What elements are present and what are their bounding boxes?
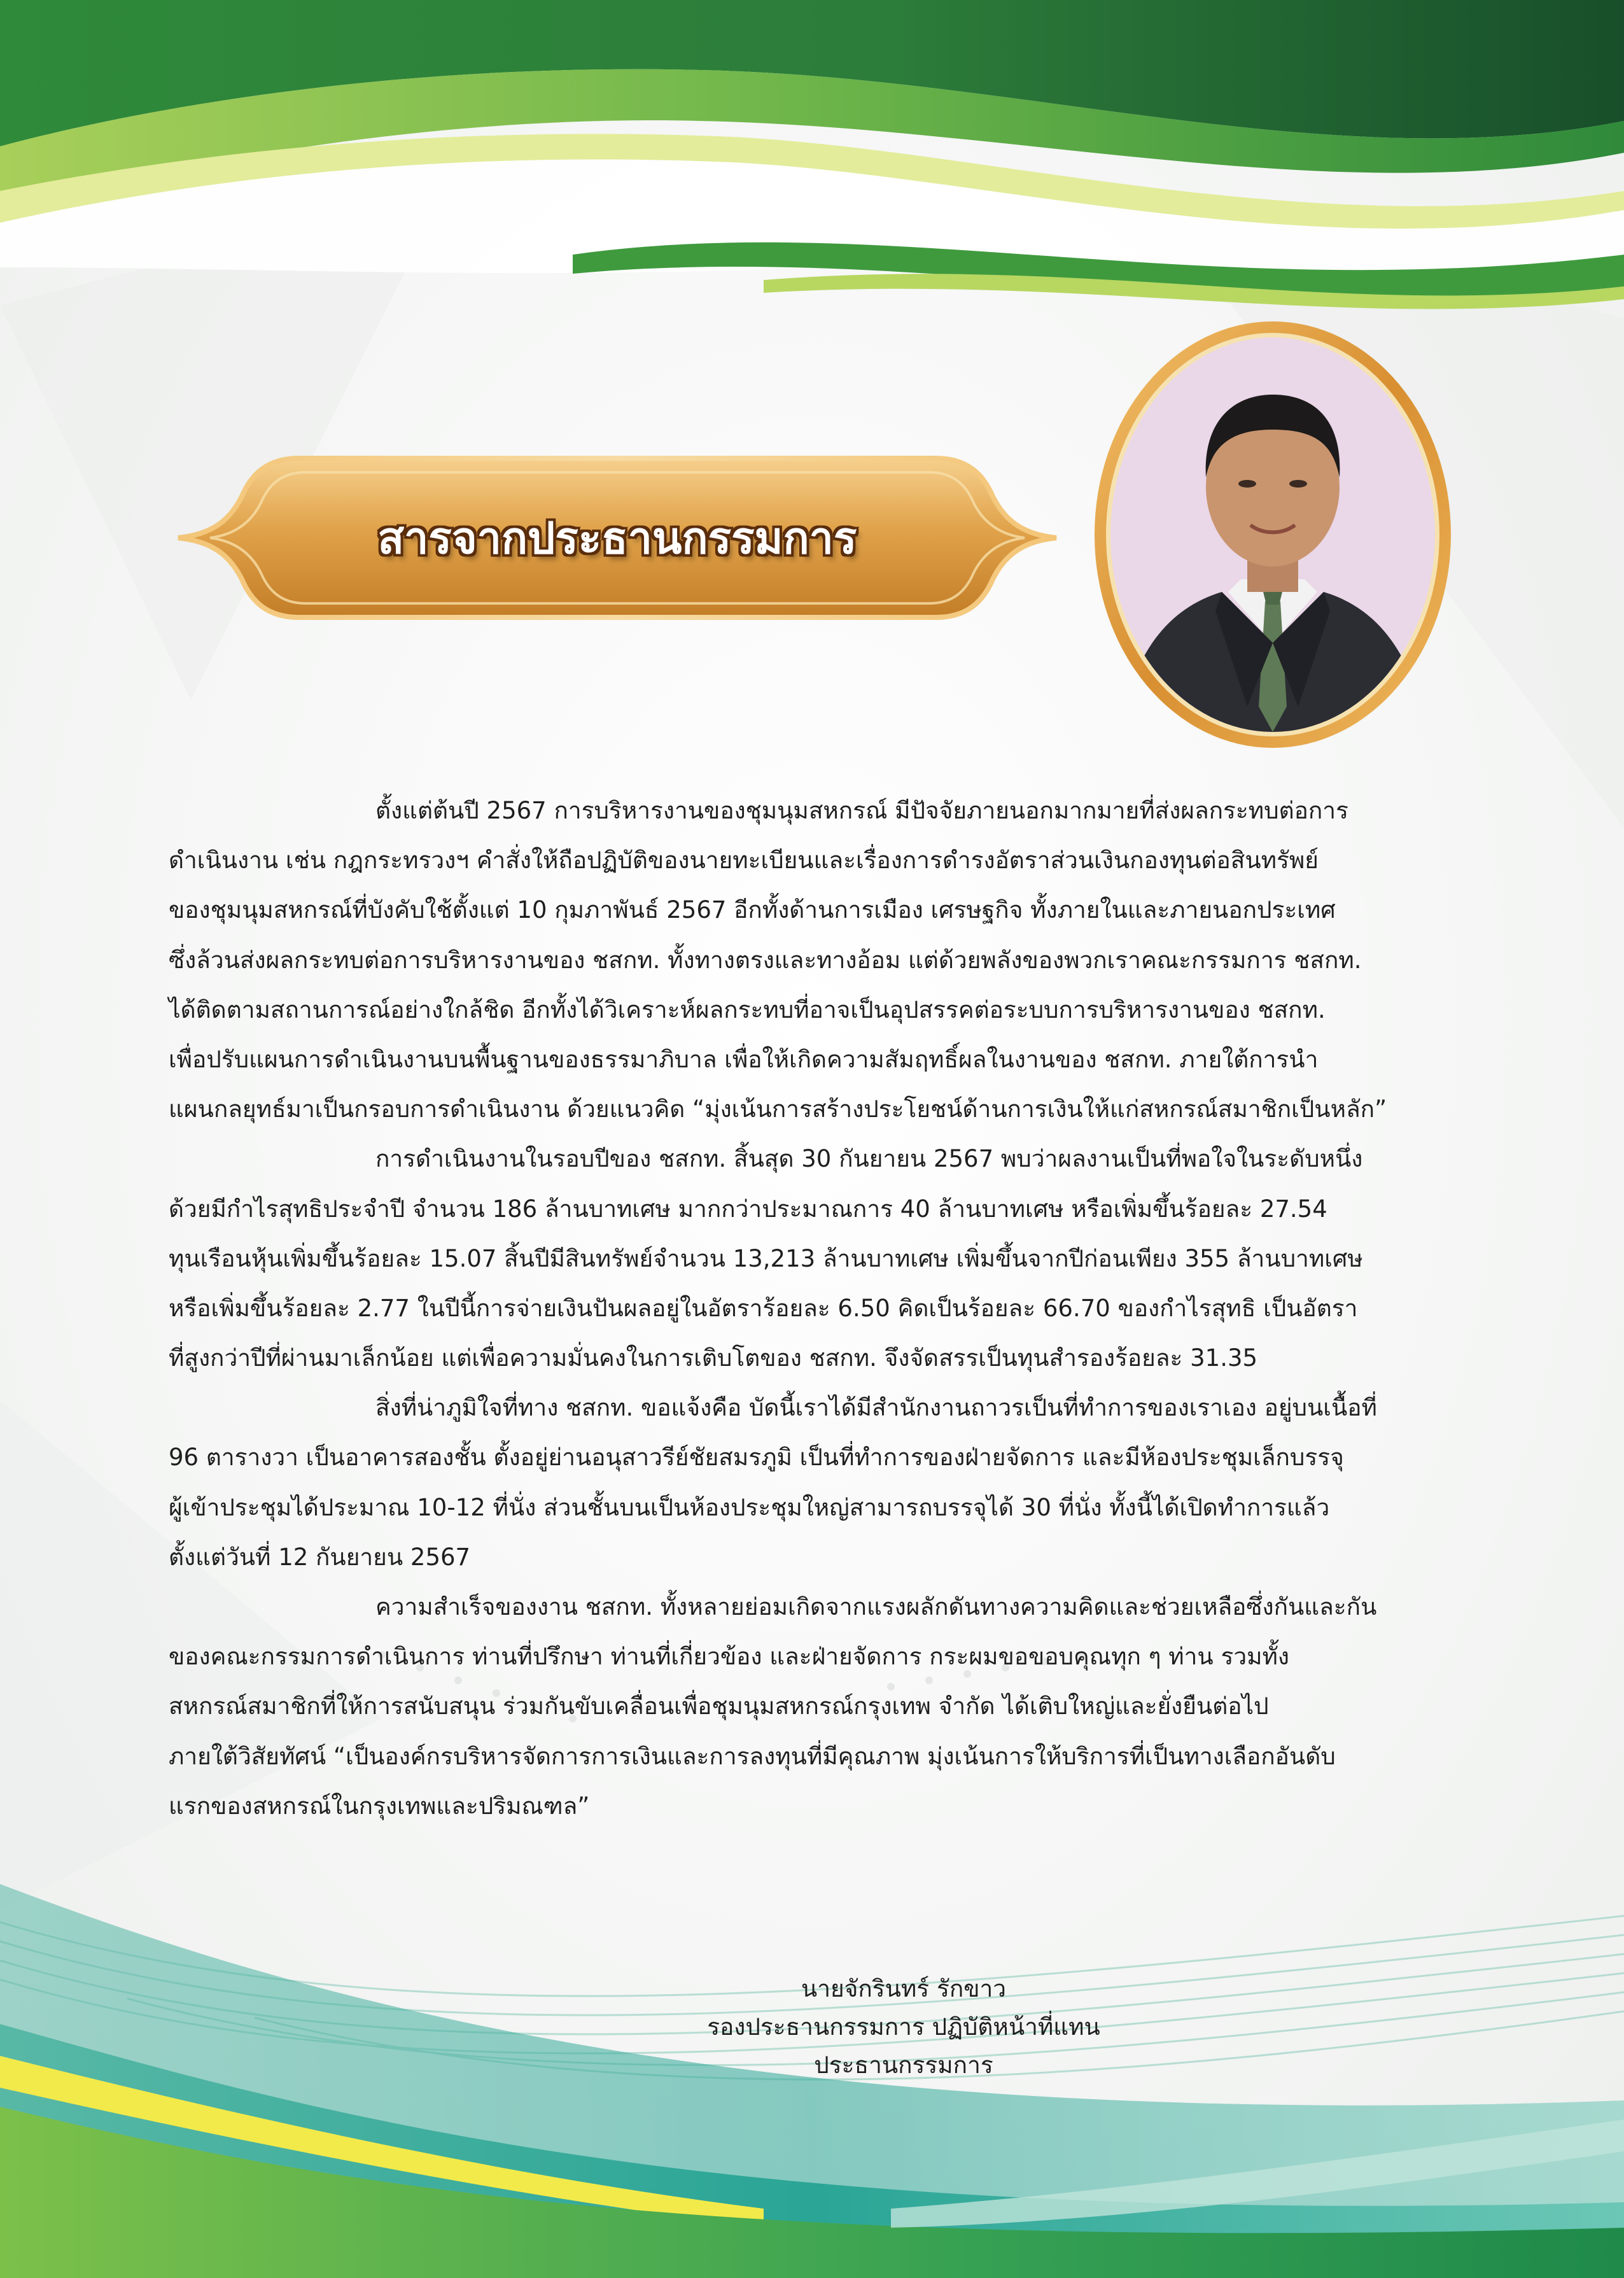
signature-block <box>636 1970 1171 2085</box>
title-banner <box>172 446 1063 630</box>
text-line: ตั้งแต่ต้นปี 2567 การบริหารงานของชุมนุมสหกรณ์ มีปัจจัยภายนอกมากมายที่ส่งผลกระทบต่อการ <box>375 797 1348 824</box>
text-line: ที่สูงกว่าปีที่ผ่านมาเล็กน้อย แต่เพื่อความมั่นคงในการเติบโตของ ชสกท. จึงจัดสรรเป็นทุนสำรองร้อยละ 31.35 <box>169 1344 1258 1372</box>
paragraph-1 <box>169 786 1454 1134</box>
signer-position: รองประธานกรรมการ ปฏิบัติหน้าที่แทน <box>707 2013 1100 2041</box>
text-line: เพื่อปรับแผนการดำเนินงานบนพื้นฐานของธรรมาภิบาล เพื่อให้เกิดความสัมฤทธิ์ผลในงานของ ชสกท. ภายใต้การนำ <box>169 1045 1319 1073</box>
text-line: ของชุมนุมสหกรณ์ที่บังคับใช้ตั้งแต่ 10 กุมภาพันธ์ 2567 อีกทั้งด้านการเมือง เศรษฐกิจ ทั้งภายในและภายนอกประเทศ <box>169 896 1336 924</box>
text-line: ภายใต้วิสัยทัศน์ “เป็นองค์กรบริหารจัดการการเงินและการลงทุนที่มีคุณภาพ มุ่งเน้นการให้บริการที่เป็นทางเลือกอันดับ <box>169 1742 1336 1770</box>
text-line: ดำเนินงาน เช่น กฎกระทรวงฯ คำสั่งให้ถือปฏิบัติของนายทะเบียนและเรื่องการดำรงอัตราส่วนเงินกองทุนต่อสินทรัพย์ <box>169 847 1319 875</box>
text-line: ซึ่งล้วนส่งผลกระทบต่อการบริหารงานของ ชสกท. ทั้งทางตรงและทางอ้อม แต่ด้วยพลังของพวกเราคณะกรรมการ ชสกท. <box>169 946 1362 974</box>
text-line: แผนกลยุทธ์มาเป็นกรอบการดำเนินงาน ด้วยแนวคิด “มุ่งเน้นการสร้างประโยชน์ด้านการเงินให้แก่สหกรณ์สมาชิกเป็นหลัก” <box>169 1095 1387 1123</box>
message-body <box>169 786 1454 1831</box>
text-line: ตั้งแต่วันที่ 12 กันยายน 2567 <box>169 1543 471 1571</box>
text-line: 96 ตารางวา เป็นอาคารสองชั้น ตั้งอยู่ย่านอนุสาวรีย์ชัยสมรภูมิ เป็นที่ทำการของฝ่ายจัดการ และมีห้องประชุมเล็กบรรจุ <box>169 1444 1344 1472</box>
text-line: หรือเพิ่มขึ้นร้อยละ 2.77 ในปีนี้การจ่ายเงินปันผลอยู่ในอัตราร้อยละ 6.50 คิดเป็นร้อยละ 66.70 ของกำไรสุทธิ เป็นอัตรา <box>169 1294 1358 1322</box>
text-line: สหกรณ์สมาชิกที่ให้การสนับสนุน ร่วมกันขับเคลื่อนเพื่อชุมนุมสหกรณ์กรุงเทพ จำกัด ได้เติบใหญ่และยั่งยืนต่อไป <box>169 1692 1269 1720</box>
text-line: การดำเนินงานในรอบปีของ ชสกท. สิ้นสุด 30 กันยายน 2567 พบว่าผลงานเป็นที่พอใจในระดับหนึ่ง <box>375 1145 1363 1173</box>
text-line: ด้วยมีกำไรสุทธิประจำปี จำนวน 186 ล้านบาทเศษ มากกว่าประมาณการ 40 ล้านบาทเศษ หรือเพิ่มขึ้นร้อยละ 27.54 <box>169 1195 1327 1223</box>
paragraph-4 <box>169 1582 1454 1831</box>
paragraph-3 <box>169 1383 1454 1582</box>
text-line: สิ่งที่น่าภูมิใจที่ทาง ชสกท. ขอแจ้งคือ บัดนี้เราได้มีสำนักงานถาวรเป็นที่ทำการของเราเอง อยู่บนเนื้อที่ <box>375 1394 1377 1422</box>
text-line: ผู้เข้าประชุมได้ประมาณ 10-12 ที่นั่ง ส่วนชั้นบนเป็นห้องประชุมใหญ่สามารถบรรจุได้ 30 ที่นั่ง ทั้งนี้ได้เปิดทำการแล้ว <box>169 1493 1330 1521</box>
page-title: สารจากประธานกรรมการ <box>377 514 857 564</box>
text-line: ความสำเร็จของงาน ชสกท. ทั้งหลายย่อมเกิดจากแรงผลักดันทางความคิดและช่วยเหลือซึ่งกันและกัน <box>375 1593 1377 1621</box>
signer-name: นายจักรินทร์ รักขาว <box>801 1975 1007 2002</box>
text-line: แรกของสหกรณ์ในกรุงเทพและปริมณฑล” <box>169 1792 590 1820</box>
text-line: ของคณะกรรมการดำเนินการ ท่านที่ปรึกษา ท่านที่เกี่ยวข้อง และฝ่ายจัดการ กระผมขอขอบคุณทุก ๆ ท่าน รวมทั้ง <box>169 1643 1289 1671</box>
text-line: ได้ติดตามสถานการณ์อย่างใกล้ชิด อีกทั้งได้วิเคราะห์ผลกระทบที่อาจเป็นอุปสรรคต่อระบบการบริหารงานของ ชสกท. <box>169 995 1326 1023</box>
paragraph-2 <box>169 1134 1454 1383</box>
signer-position-2: ประธานกรรมการ <box>814 2051 993 2079</box>
text-line: ทุนเรือนหุ้นเพิ่มขึ้นร้อยละ 15.07 สิ้นปีมีสินทรัพย์จำนวน 13,213 ล้านบาทเศษ เพิ่มขึ้นจากปีก่อนเพียง 355 ล้านบาทเศษ <box>169 1244 1363 1272</box>
chairman-portrait <box>1088 312 1457 757</box>
